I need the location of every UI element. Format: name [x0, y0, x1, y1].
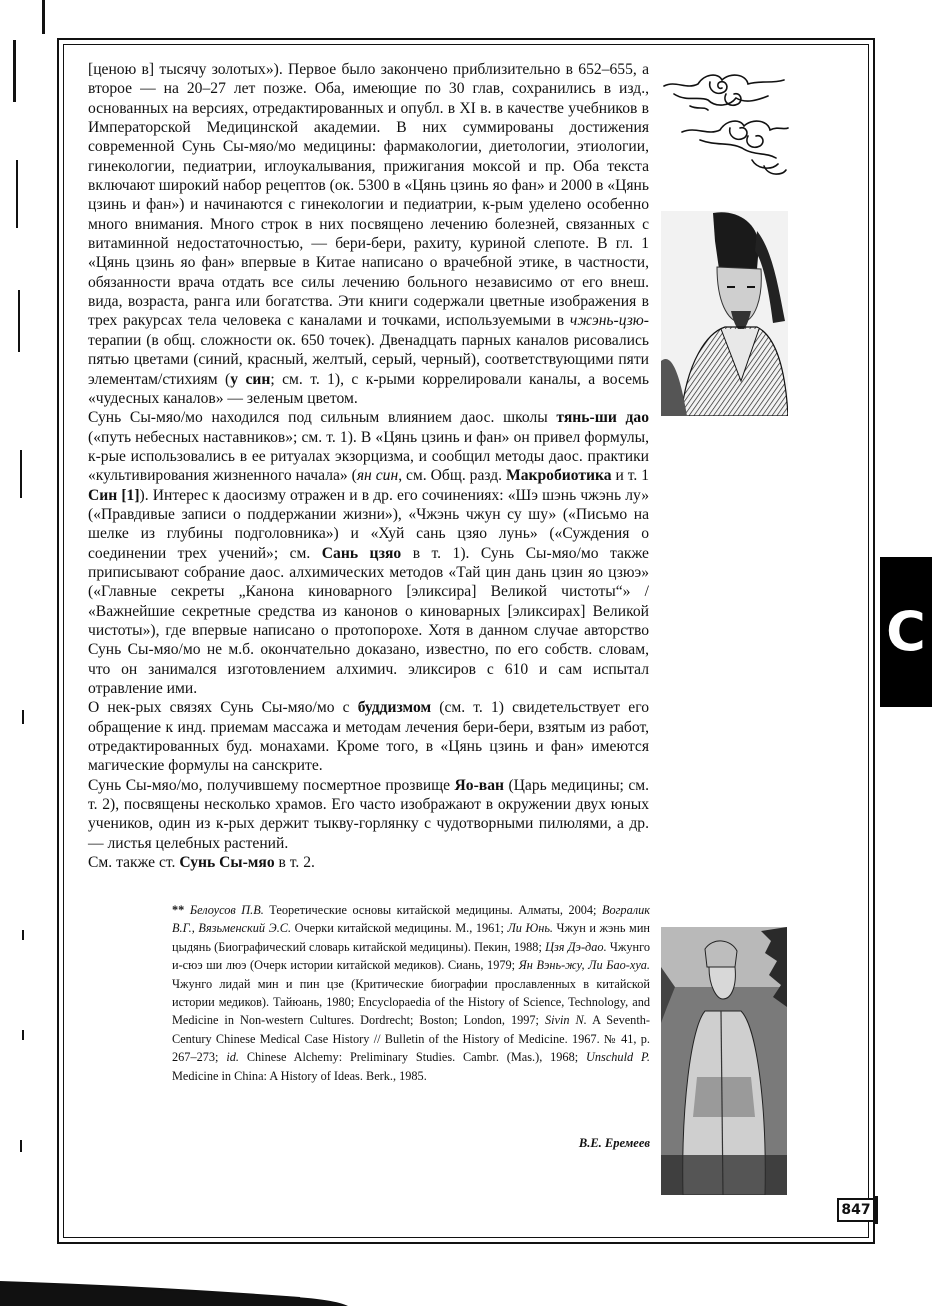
paragraph: Сунь Сы-мяо/мо, получившему посмертное прозвище Яо-ван (Царь медицины; см. т. 2), посвящены несколько храмов. Его часто изображают в окружении двух юных учеников, один из к-рых держит тыкву-горлянку с чудотворными пилюлями, а др. — листья целебных растений.	[88, 776, 650, 852]
scan-shadow-sweep	[0, 1268, 932, 1306]
scan-margin-mark	[18, 290, 20, 352]
bibliography: ** Белоусов П.В. Теоретические основы китайской медицины. Алматы, 2004; Вогралик В.Г., Вязьменский Э.С. Очерки китайской медицины. М., 1961; Ли Юнь. Чжун и жэнь мин цыдянь (Биографический словарь китайской медицины). Пекин, 1988; Цзя Дэ-дао. Чжунго и-сюэ ши люэ (Очерк истории китайской медиков). Сиань, 1979; Ян Вэнь-жу, Ли Бао-хуа. Чжунго лидай мин и пин цзе (Критические биографии прославленных в китайской истории медиков). Тайюань, 1980; Encyclopaedia of the History of Science, Technology, and Medicine in Non-western Cultures. Dordrecht; Boston; London, 1997; Sivin N. A Seventh-Century Chinese Medical Case History // Bulletin of the History of Medicine. 1967. № 41, p. 267–273; id. Chinese Alchemy: Preliminary Studies. Cambr. (Mas.), 1968; Unschuld P. Medicine in China: A History of Ideas. Berk., 1985.	[172, 903, 650, 1083]
portrait-engraving	[661, 211, 788, 416]
scan-margin-mark	[22, 710, 24, 724]
paragraph: О нек-рых связях Сунь Сы-мяо/мо с буддизмом (см. т. 1) свидетельствует его обращение к инд. приемам массажа и методам лечения бери-бери, взятым из работ, отредактированных буд. монахами. Кроме того, в «Цянь цзинь и фан» имеются магические формулы на санскрите.	[88, 699, 649, 775]
scan-margin-mark	[22, 930, 24, 940]
scan-margin-mark	[20, 1140, 22, 1152]
scan-margin-mark	[13, 40, 16, 102]
article-body	[88, 60, 649, 872]
scan-margin-mark	[20, 450, 22, 498]
scan-margin-mark	[42, 0, 45, 34]
see-also: См. также ст. Сунь Сы-мяо в т. 2.	[88, 854, 315, 872]
portrait-engraving-icon	[661, 211, 788, 416]
scan-margin-mark	[22, 1030, 24, 1040]
cloud-ornament-icon	[660, 66, 790, 184]
statue-photo	[661, 927, 787, 1195]
section-letter: С	[886, 600, 926, 663]
author-signature: В.Е. Еремеев	[578, 1136, 650, 1150]
section-letter-tab	[880, 557, 932, 707]
scan-margin-mark	[16, 160, 18, 228]
page-number: 847	[837, 1198, 873, 1222]
paragraph: Сунь Сы-мяо/мо находился под сильным влиянием даос. школы тянь-ши дао («путь небесных наставников»; см. т. 1). В «Цянь цзинь и фан» он привел формулы, к-рые использовались в ее ритуалах экзорцизма, и сообщил методы даос. практики «культивирования жизненного начала» (ян син, см. Общ. разд. Макробиотика и т. 1 Син [1]). Интерес к даосизму отражен и в др. его сочинениях: «Шэ шэнь чжэнь лу» («Правдивые записи о поддержании жизни»), «Чжэнь чжун су шу» («Письмо на шелке из глубины подголовника») и «Хуй сань цзяо лунь» («Суждения о соединении трех учений»; см. Сань цзяо в т. 1). Сунь Сы-мяо/мо также приписывают собрание даос. алхимических методов «Тай цин дань цзин яо цзюэ» («Главные секреты „Канона киноварного [эликсира] Великой чистоты“» / «Важнейшие секретные средства из канонов о киноварных [эликсирах] Великой чистоты»), где впервые написано о протопорохе. Хотя в данном случае авторство Сунь Сы-мяо/мо не м.б. окончательно доказано, известно, по его собств. словам, что он занимался изготовлением алхимич. эликсиров с 610 и сам испытал отравление ими.	[88, 409, 649, 697]
statue-photo-icon	[661, 927, 787, 1195]
paragraph: [ценою в] тысячу золотых»). Первое было закончено приблизительно в 652–655, а второе — на 20–27 лет позже. Оба, имеющие по 30 глав, сохранились в изд., основанных на версиях, отредактированных и опубл. в XI в. в качестве учебников в Императорской Медицинской академии. В них суммированы достижения современной Сунь Сы-мяо/мо медицины: фармакологии, диетологии, этиологии, гинекологии, педиатрии, иглоукалывания, прижигания моксой и пр. Оба текста включают широкий набор рецептов (ок. 5300 в «Цянь цзинь яо фан» и 2000 в «Цянь цзинь и фан») и начинаются с гинекологии и педиатрии, к-рым уделено особенно много внимания. Много строк в них посвящено лечению болезней, связанных с витаминной недостаточностью, — бери-бери, рахиту, куриной слепоте. В гл. 1 «Цянь цзинь яо фан» впервые в Китае написано о врачебной этике, в частности, обязанности врача отдать все силы лечению больного независимо от его внеш. вида, возраста, ранга или богатства. Эти книги содержали цветные изображения в трех ракурсах тела человека с каналами и точками, используемыми в чжэнь-цзю-терапии (в общ. сложности ок. 650 точек). Двенадцать парных каналов рисовались пятью цветами (синий, красный, желтый, серый, черный), соответствующими пяти элементам/стихиям (у син; см. т. 1), с к-рыми коррелировали каналы, а восемь «чудесных каналов» — зеленым цветом.	[88, 61, 650, 407]
page-number-bar	[873, 1196, 878, 1224]
